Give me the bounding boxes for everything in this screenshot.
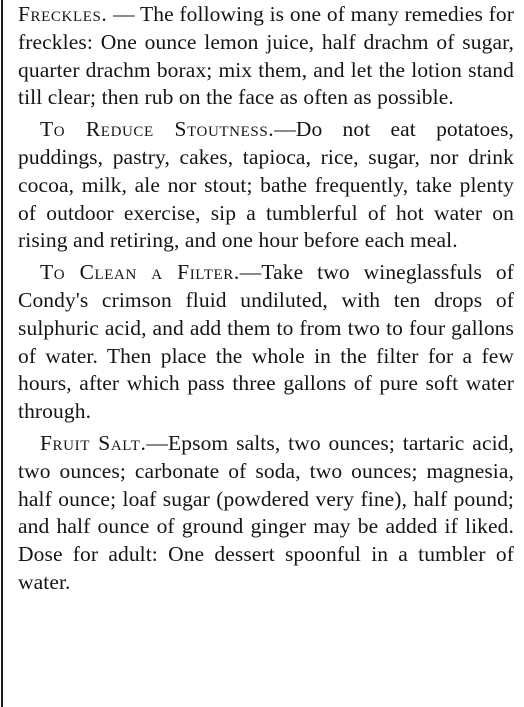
body-fruit-salt: —Epsom salts, two ounces; tartaric acid, two ounces; carbonate of soda, two ounces; magnesia, half ounce; loaf sugar (powdered very fine), half pound; and half ounce of ground ginger may be added if liked. Dose for adult: One dessert spoonful in a tumbler of water. [18,430,514,594]
body-filter: —Take two wineglassfuls of Condy's crimson fluid undiluted, with ten drops of sulphuric acid, and add them to from two to four gallons of water. Then place the whole in the filter for a few hours, after which pass three gallons of pure soft water through. [18,260,514,424]
heading-fruit-salt: Fruit Salt. [40,430,147,455]
heading-freckles: Freckles. [18,2,108,26]
paragraph-stoutness [18,116,514,255]
paragraph-fruit-salt [18,430,514,597]
body-freckles: — The following is one of many remedies for freckles: One ounce lemon juice, half drachm of sugar, quarter drachm borax; mix them, and let the lotion stand till clear; then rub on the face as often as possible. [18,2,514,110]
heading-filter: To Clean a Filter. [40,260,240,285]
text-column [18,1,514,601]
heading-stoutness: To Reduce Stoutness. [40,117,275,142]
column-rule [1,0,3,707]
paragraph-freckles [18,1,514,112]
paragraph-filter [18,259,514,426]
body-stoutness: —Do not eat potatoes, puddings, pastry, cakes, tapioca, rice, sugar, nor drink cocoa, milk, ale nor stout; bathe frequently, take plenty of outdoor exercise, sip a tumblerful of hot water on rising and retiring, and one hour before each meal. [18,117,514,253]
